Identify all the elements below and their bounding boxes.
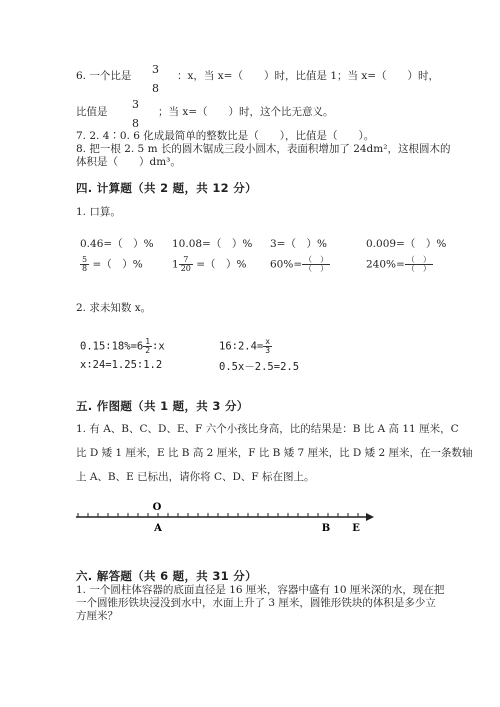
number-line	[70, 498, 380, 538]
fraction	[302, 256, 330, 273]
calc-tail: =（ ）%	[196, 258, 247, 271]
q6-line2b: ；当 x=（ ）时，这个比无意义。	[158, 106, 334, 118]
fraction	[143, 338, 152, 355]
point-label-b: B	[321, 523, 331, 534]
fraction-numerator: 3	[152, 63, 159, 76]
fraction-denominator: 8	[152, 82, 159, 95]
arrow-right-icon	[366, 513, 374, 521]
calc-row1-item: 10.08=（ ）%	[172, 238, 253, 250]
draw-text-line3: 上 A、B、E 已标出，请你将 C、D、F 标在图上。	[76, 471, 315, 483]
q6-mid: ：x，当 x=（ ）时，比值是 1；当 x=（ ）时，	[177, 70, 440, 82]
calc-row2-c	[270, 256, 330, 273]
equation-1b	[219, 338, 272, 355]
section-title-draw: 五. 作图题（共 1 题，共 3 分）	[76, 399, 249, 413]
section-title-solve: 六. 解答题（共 6 题，共 31 分）	[76, 569, 257, 583]
solve-text-line3: 方厘米？	[76, 610, 118, 622]
calc-head: 240%=	[366, 258, 405, 271]
fraction-numerator: （ ）	[304, 255, 329, 264]
q7: 7. 2. 4∶0. 6 化成最简单的整数比是（ ），比值是（ ）。	[76, 130, 375, 142]
calc-head: 60%=	[270, 258, 303, 271]
fraction	[179, 256, 193, 273]
q8-line2: 体积是（ ）dm³。	[76, 156, 181, 168]
fraction-denominator: 2	[145, 346, 151, 355]
q8-line1: 8. 把一根 2. 5 m 长的圆木锯成三段小圆木，表面积增加了 24dm²，这根圆木的	[76, 143, 451, 155]
fraction-denominator: （ ）	[406, 264, 431, 273]
solve-text-line1: 1. 一个圆柱体容器的底面直径是 16 厘米，容器中盛有 10 厘米深的水，现在把	[76, 584, 445, 596]
calc-row1-item: 0.009=（ ）%	[366, 238, 447, 250]
calc-row2-d	[366, 256, 433, 273]
calc-row2-a	[80, 256, 143, 273]
fraction-numerator: （ ）	[406, 255, 431, 264]
fraction-numerator: 7	[179, 256, 193, 265]
eq-head: 16∶2.4=	[219, 340, 264, 353]
equation-2b: 0.5x－2.5=2.5	[219, 361, 300, 373]
fraction-denominator: （ ）	[304, 264, 329, 273]
fraction-numerator: 3	[132, 98, 139, 111]
fraction-numerator: 1	[145, 337, 151, 346]
mixed-whole: 1	[172, 258, 179, 271]
q6-line1	[76, 70, 131, 83]
equation-2a: x∶24=1.25∶1.2	[80, 359, 163, 371]
calc-row2-b	[172, 256, 247, 273]
section-title-calc: 四. 计算题（共 2 题，共 12 分）	[76, 181, 257, 195]
fraction	[263, 338, 272, 355]
eq-head: 0.15∶18%=6	[80, 340, 144, 353]
draw-text-line1: 1. 有 A、B、C、D、E、F 六个小孩比身高，比的结果是：B 比 A 高 11 厘米，C	[76, 423, 459, 435]
fraction-denominator: 8	[132, 117, 139, 130]
q6-fraction	[150, 64, 161, 94]
q6-prefix: 6. 一个比是	[76, 70, 132, 82]
q6-fraction2	[130, 99, 141, 129]
origin-label: O	[152, 502, 162, 513]
draw-text-line2: 比 D 矮 1 厘米，E 比 B 高 2 厘米，F 比 B 矮 7 厘米，比 D 矮 2 厘米，在一条数轴	[76, 447, 473, 459]
fraction-denominator: 3	[265, 346, 271, 355]
eq-tail: ∶x	[152, 340, 165, 353]
q-solve-label: 2. 求未知数 x。	[76, 302, 152, 314]
calc-row1-item: 0.46=（ ）%	[80, 238, 154, 250]
calc-row1-item: 3=（ ）%	[270, 238, 327, 250]
point-label-a: A	[154, 523, 162, 534]
point-label-e: E	[352, 523, 360, 534]
fraction-numerator: 5	[82, 255, 88, 264]
fraction-denominator: 20	[180, 264, 191, 273]
solve-text-line2: 一个圆锥形铁块浸没到水中，水面上升了 3 厘米，圆锥形铁块的体积是多少立	[76, 597, 436, 609]
fraction-denominator: 8	[82, 264, 88, 273]
fraction	[80, 256, 89, 273]
q6-line2a: 比值是	[76, 106, 108, 118]
calc-tail: =（ ）%	[92, 258, 143, 271]
fraction	[405, 256, 433, 273]
q-oral-label: 1. 口算。	[76, 206, 121, 218]
equation-1a	[80, 338, 165, 355]
fraction-numerator: x	[265, 337, 271, 346]
